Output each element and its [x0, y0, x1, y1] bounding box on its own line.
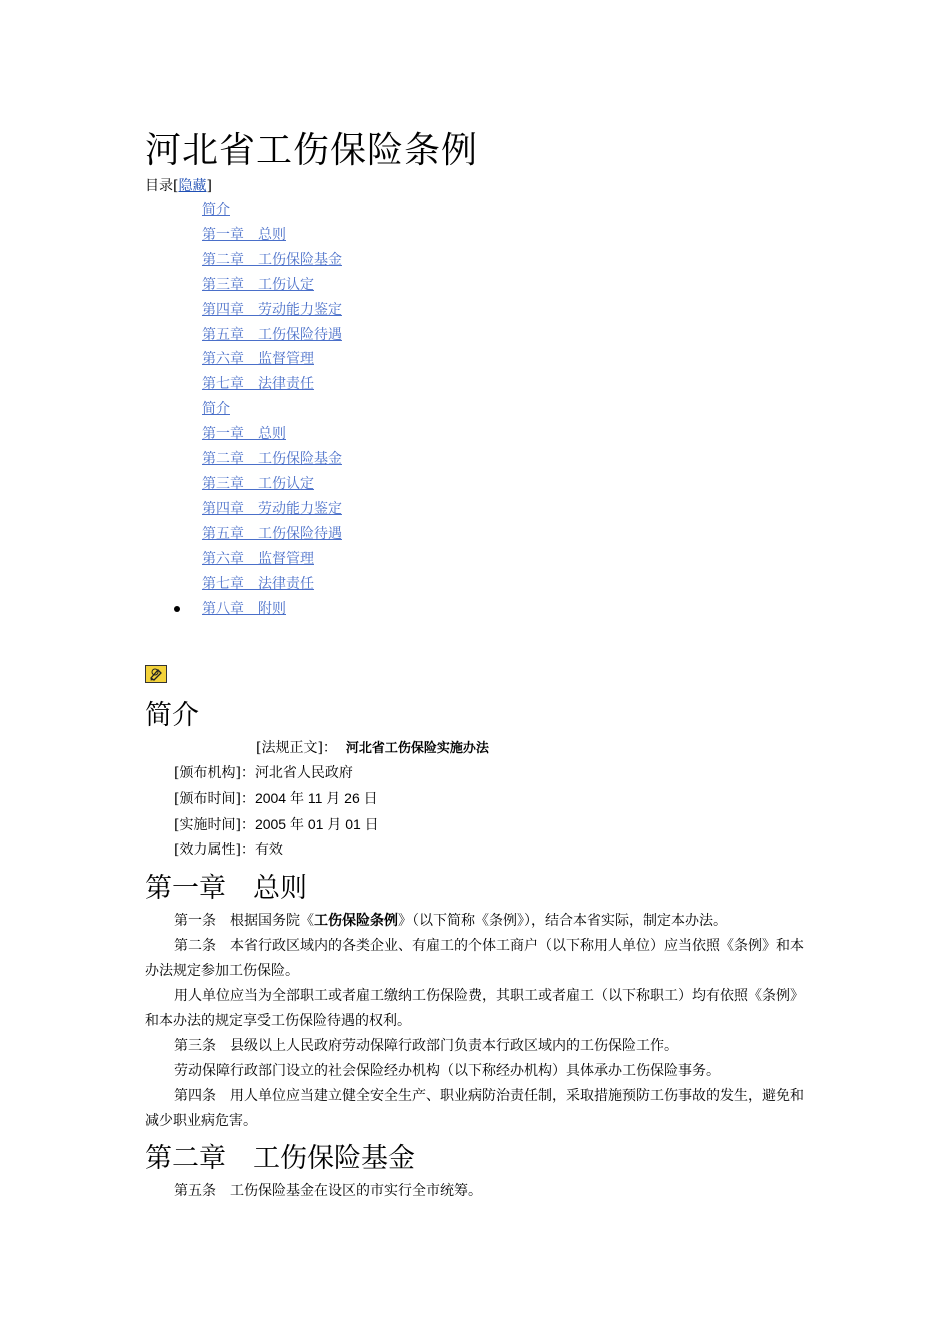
toc-header: [145, 176, 805, 196]
toc-link-chapter-7[interactable]: 第七章 法律责任: [202, 376, 314, 393]
toc-link-chapter-6-2[interactable]: 第六章 监督管理: [202, 550, 314, 567]
effective-row: [145, 812, 805, 838]
toc-item: [202, 522, 805, 547]
authority-value: 河北省人民政府: [254, 765, 353, 781]
chapter-2-heading: 第二章 工伤保险基金: [145, 1143, 415, 1174]
toc-link-chapter-6[interactable]: 第六章 监督管理: [202, 351, 314, 368]
edit-pencil-icon[interactable]: [145, 665, 167, 683]
content-body: [145, 696, 805, 1204]
toc-link-chapter-4[interactable]: 第四章 劳动能力鉴定: [202, 301, 342, 318]
toc-link-intro[interactable]: 简介: [202, 202, 230, 218]
issued-value: 2004 年 11 月 26 日: [254, 790, 378, 806]
toc-link-chapter-1-2[interactable]: 第一章 总则: [202, 426, 286, 443]
article-5: 第五条 工伤保险基金在设区的市实行全市统筹。: [174, 1183, 482, 1199]
toc-link-intro-2[interactable]: 简介: [202, 401, 230, 418]
article-2: 第二条 本省行政区域内的各类企业、有雇工的个体工商户（以下称用人单位）应当依照《条例》和本办法规定参加工伤保险。: [145, 938, 804, 979]
article-1: [145, 909, 805, 934]
toc-item: [202, 273, 805, 298]
authority-row: [145, 761, 805, 786]
toc-item: [202, 223, 805, 248]
toc-item: [202, 323, 805, 348]
law-title-value: 河北省工伤保险实施办法: [345, 741, 489, 756]
toc-link-chapter-2-2[interactable]: 第二章 工伤保险基金: [202, 451, 342, 468]
article-2-paragraph-2: 用人单位应当为全部职工或者雇工缴纳工伤保险费，其职工或者雇工（以下称职工）均有依照《条例》和本办法的规定享受工伤保险待遇的权利。: [145, 988, 804, 1029]
toc-link-chapter-8[interactable]: 第八章 附则: [202, 600, 286, 617]
article-3-paragraph-2: 劳动保障行政部门设立的社会保险经办机构（以下称经办机构）具体承办工伤保险事务。: [174, 1063, 720, 1079]
toc-link-chapter-3-2[interactable]: 第三章 工伤认定: [202, 475, 314, 492]
issued-row: [145, 786, 805, 812]
article-1-law-name: 工伤保险条例: [314, 913, 398, 929]
toc-item: [202, 198, 805, 223]
article-3: 第三条 县级以上人民政府劳动保障行政部门负责本行政区域内的工伤保险工作。: [174, 1038, 678, 1054]
toc-item: [202, 547, 805, 572]
intro-heading: 简介: [145, 700, 199, 731]
toc-item: [202, 347, 805, 372]
toc-link-chapter-4-2[interactable]: 第四章 劳动能力鉴定: [202, 500, 342, 517]
article-1-text-a: 第一条 根据国务院《: [174, 913, 314, 929]
intro-metadata: [145, 736, 805, 863]
toc-item: [202, 497, 805, 522]
toc-link-chapter-7-2[interactable]: 第七章 法律责任: [202, 575, 314, 592]
chapter-1-heading: 第一章 总则: [145, 873, 307, 904]
issued-label: [颁布时间]：: [174, 791, 255, 807]
toc-link-chapter-3[interactable]: 第三章 工伤认定: [202, 276, 314, 293]
toc-item: [202, 298, 805, 323]
toc-label: 目录[: [145, 178, 179, 194]
toc-item: [202, 372, 805, 397]
toc-link-chapter-1[interactable]: 第一章 总则: [202, 226, 286, 243]
authority-label: [颁布机构]：: [174, 765, 255, 781]
article-4: 第四条 用人单位应当建立健全安全生产、职业病防治责任制，采取措施预防工伤事故的发生，避免和减少职业病危害。: [145, 1088, 804, 1129]
status-value: 有效: [254, 842, 283, 858]
article-1-text-b: 》（以下简称《条例》），结合本省实际，制定本办法。: [398, 913, 727, 929]
toc-link-chapter-5-2[interactable]: 第五章 工伤保险待遇: [202, 525, 342, 542]
status-label: [效力属性]：: [174, 842, 255, 858]
toc-item: [202, 248, 805, 273]
toc-item: [202, 572, 805, 597]
toc-item-bulleted: [202, 597, 805, 622]
toc-item: [202, 422, 805, 447]
toc-link-chapter-2[interactable]: 第二章 工伤保险基金: [202, 251, 342, 268]
document: [145, 128, 805, 1199]
law-title-label: [法规正文]：: [256, 740, 337, 756]
toc-item: [202, 472, 805, 497]
toc-list: [145, 198, 805, 621]
effective-label: [实施时间]：: [174, 817, 255, 833]
law-title-row: [145, 736, 805, 761]
toc-item: [202, 447, 805, 472]
toc-hide-link[interactable]: 隐藏: [178, 178, 207, 194]
toc-item: [202, 397, 805, 422]
document-title: 河北省工伤保险条例: [145, 130, 479, 171]
toc-label-end: ]: [206, 178, 212, 194]
toc-link-chapter-5[interactable]: 第五章 工伤保险待遇: [202, 326, 342, 343]
effective-value: 2005 年 01 月 01 日: [254, 816, 379, 832]
pencil-glyph-icon: [148, 667, 164, 681]
status-row: [145, 838, 805, 863]
